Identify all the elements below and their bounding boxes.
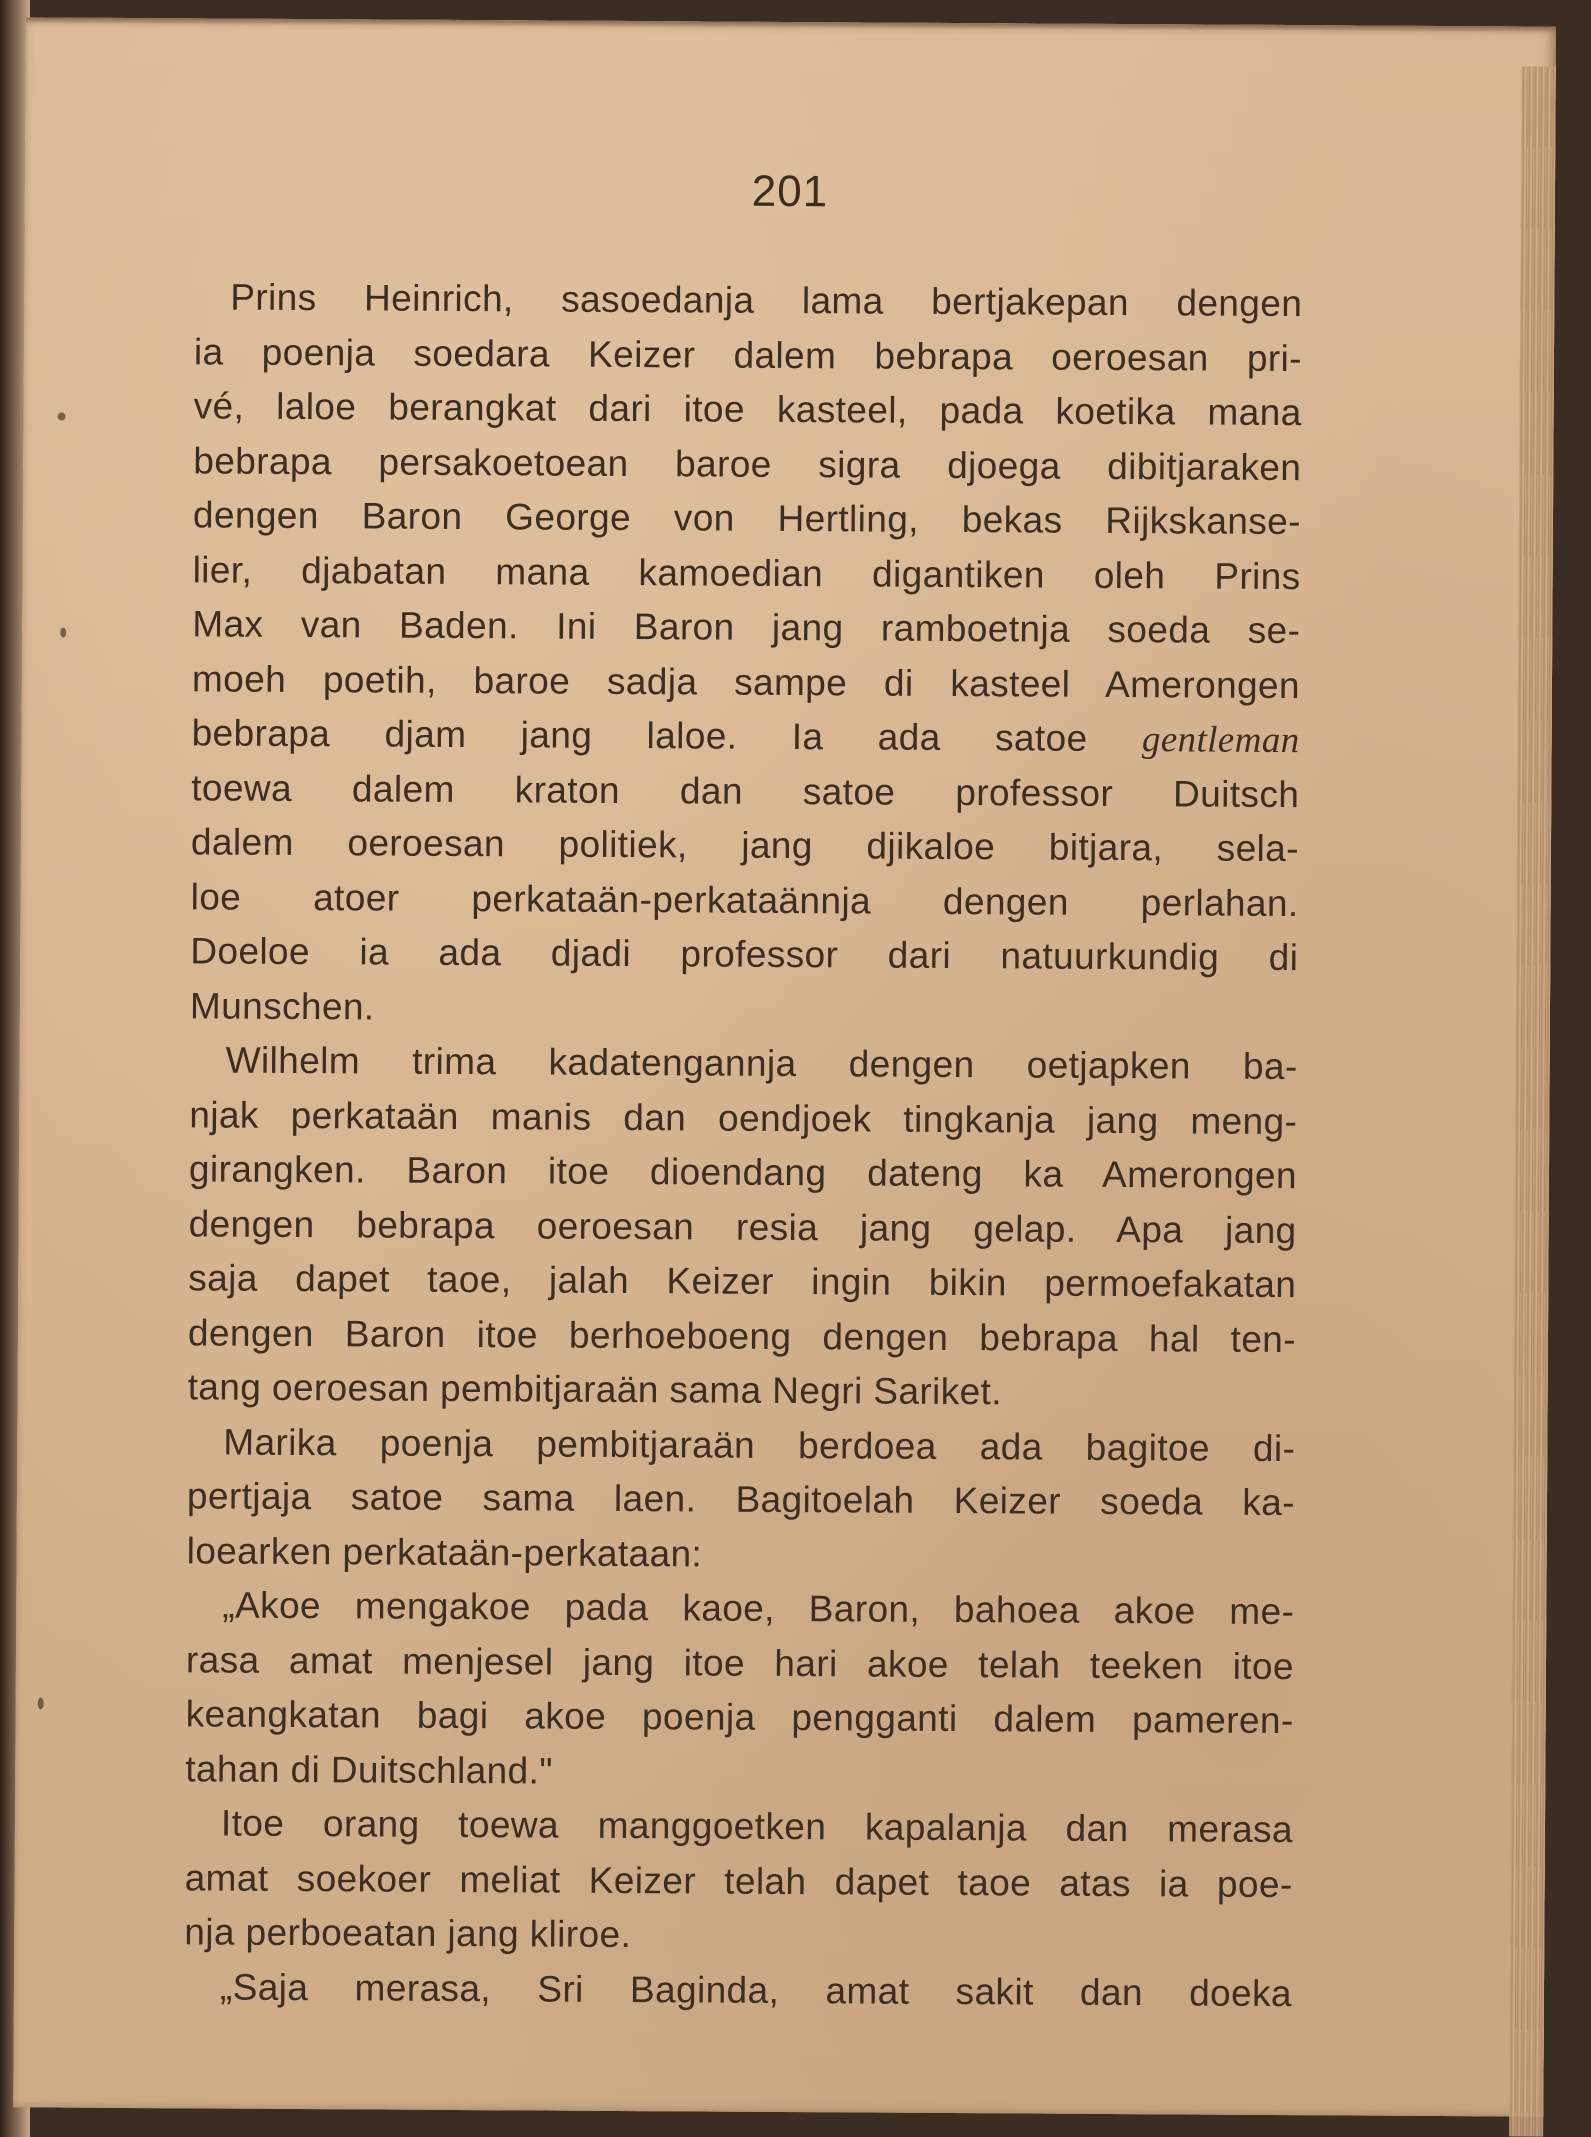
text-line-with-italic [191, 706, 1299, 767]
text-line: Prins Heinrich, sasoedanja lama bertjakepan dengen [230, 276, 1303, 325]
text-line: pertjaja satoe sama laen. Bagitoelah Keizer soeda ka- [186, 1475, 1296, 1524]
text-line: dengen Baron itoe berhoeboeng dengen bebrapa hal ten- [187, 1311, 1297, 1360]
text-line: vé, laloe berangkat dari itoe kasteel, pada koetika mana [193, 385, 1302, 434]
page-top-edge [26, 17, 1556, 32]
text-line: girangken. Baron itoe dioendang dateng ka Amerongen [188, 1148, 1298, 1197]
text-line: dengen Baron George von Hertling, bekas Rijkskanse- [192, 494, 1302, 543]
text-line: keangkatan bagi akoe poenja pengganti dalem pameren- [185, 1693, 1294, 1742]
text-line: lier, djabatan mana kamoedian digantiken oleh Prins [192, 548, 1301, 597]
text-line: tahan di Duitschland." [185, 1747, 553, 1792]
text-line: loearken perkataän-perkataan: [186, 1529, 703, 1574]
text-line: nja perboeatan jang kliroe. [184, 1911, 632, 1956]
text-line: Doeloe ia ada djadi professor dari natuurkundig di [190, 930, 1299, 979]
text-line: rasa amat menjesel jang itoe hari akoe telah teeken itoe [185, 1638, 1295, 1687]
text-line: Munschen. [189, 984, 375, 1027]
text-line: njak perkataän manis dan oendjoek tingkanja jang meng- [189, 1093, 1298, 1142]
text-line: ia poenja soedara Keizer dalem bebrapa oeroesan pri- [193, 330, 1303, 379]
body-text [184, 270, 1303, 2021]
text-line: Itoe orang toewa manggoetken kapalanja dan merasa [220, 1802, 1294, 1851]
book-page [13, 17, 1556, 2116]
page-stack-edge [1509, 66, 1556, 2136]
text-line: bebrapa persakoetoean baroe sigra djoega dibitjaraken [193, 439, 1302, 488]
text-line: dalem oeroesan politiek, jang djikaloe bitjara, sela- [190, 821, 1300, 870]
page-number: 201 [751, 166, 829, 217]
paper-speck [60, 628, 66, 638]
text-line: loe atoer perkataän-perkataännja dengen perlahan. [190, 875, 1299, 924]
text-line: „Saja merasa, Sri Baginda, amat sakit dan doeka [219, 1966, 1293, 2014]
text-line-part: bebrapa djam jang laloe. Ia ada satoe [191, 712, 1088, 759]
italic-word: gentleman [1141, 719, 1300, 762]
text-line: Marika poenja pembitjaraän berdoea ada bagitoe di- [223, 1421, 1296, 1469]
text-line: moeh poetih, baroe sadja sampe di kasteel Amerongen [191, 657, 1301, 706]
text-line: tang oeroesan pembitjaraän sama Negri Sariket. [187, 1366, 1003, 1413]
paper-speck [38, 1697, 44, 1709]
text-line: saja dapet taoe, jalah Keizer ingin bikin permoefakatan [188, 1257, 1297, 1306]
text-line: Wilhelm trima kadatengannja dengen oetjapken ba- [225, 1039, 1298, 1088]
text-line: „Akoe mengakoe pada kaoe, Baron, bahoea akoe me- [222, 1584, 1295, 1633]
text-line: dengen bebrapa oeroesan resia jang gelap. Apa jang [188, 1202, 1297, 1251]
paper-speck [58, 413, 66, 421]
text-line: Max van Baden. Ini Baron jang ramboetnja soeda se- [192, 603, 1301, 652]
text-line: amat soekoer meliat Keizer telah dapet taoe atas ia poe- [184, 1856, 1293, 1905]
text-line: toewa dalem kraton dan satoe professor Duitsch [191, 766, 1300, 815]
